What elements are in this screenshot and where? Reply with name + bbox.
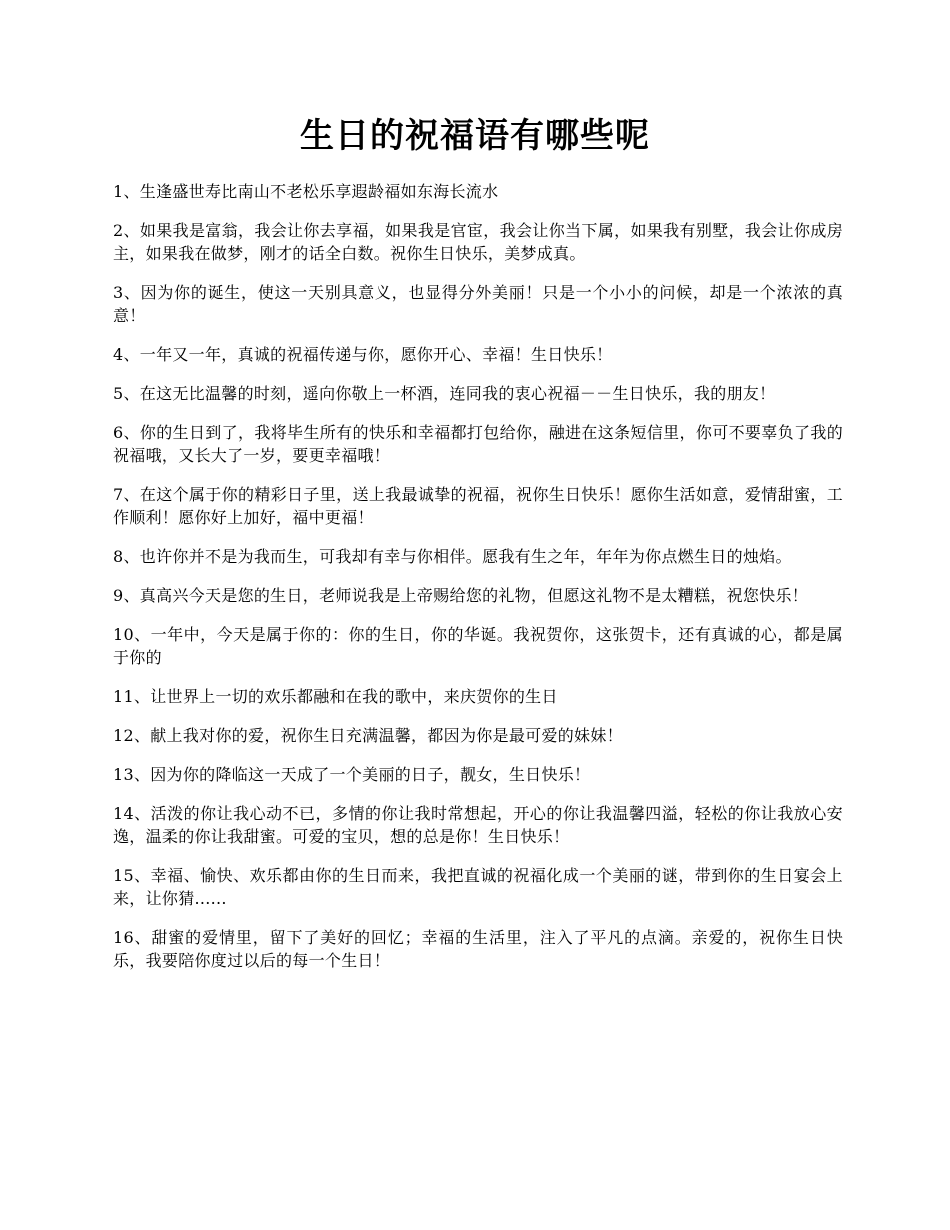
paragraph: 5、在这无比温馨的时刻，遥向你敬上一杯酒，连同我的衷心祝福－－生日快乐，我的朋友！ xyxy=(113,384,776,403)
paragraph: 6、你的生日到了，我将毕生所有的快乐和幸福都打包给你，融进在这条短信里，你可不要辜负了我的祝福哦，又长大了一岁，要更幸福哦！ xyxy=(113,423,843,465)
paragraph: 15、幸福、愉快、欢乐都由你的生日而来，我把直诚的祝福化成一个美丽的谜，带到你的生日宴会上来，让你猜...... xyxy=(113,866,843,908)
paragraph: 11、让世界上一切的欢乐都融和在我的歌中，来庆贺你的生日 xyxy=(113,687,558,706)
paragraph: 13、因为你的降临这一天成了一个美丽的日子，靓女，生日快乐！ xyxy=(113,765,591,784)
paragraph: 10、一年中，今天是属于你的：你的生日，你的华诞。我祝贺你，这张贺卡，还有真诚的心，都是属于你的 xyxy=(113,625,843,667)
paragraph: 16、甜蜜的爱情里，留下了美好的回忆；幸福的生活里，注入了平凡的点滴。亲爱的，祝你生日快乐，我要陪你度过以后的每一个生日！ xyxy=(113,928,843,970)
document-body xyxy=(113,180,843,988)
paragraph: 4、一年又一年，真诚的祝福传递与你，愿你开心、幸福！生日快乐！ xyxy=(113,345,613,364)
paragraph: 1、生逢盛世寿比南山不老松乐享遐龄福如东海长流水 xyxy=(113,182,499,201)
paragraph: 3、因为你的诞生，使这一天别具意义，也显得分外美丽！只是一个小小的问候，却是一个浓浓的真意！ xyxy=(113,283,843,325)
document-title: 生日的祝福语有哪些呢 xyxy=(300,116,650,156)
paragraph: 12、献上我对你的爱，祝你生日充满温馨，都因为你是最可爱的妹妹！ xyxy=(113,726,623,745)
paragraph: 2、如果我是富翁，我会让你去享福，如果我是官宦，我会让你当下属，如果我有别墅，我会让你成房主，如果我在做梦，刚才的话全白数。祝你生日快乐，美梦成真。 xyxy=(113,221,843,263)
paragraph: 8、也许你并不是为我而生，可我却有幸与你相伴。愿我有生之年，年年为你点燃生日的烛焰。 xyxy=(113,547,792,566)
paragraph: 14、活泼的你让我心动不已，多情的你让我时常想起，开心的你让我温馨四溢，轻松的你让我放心安逸，温柔的你让我甜蜜。可爱的宝贝，想的总是你！生日快乐！ xyxy=(113,804,843,846)
paragraph: 7、在这个属于你的精彩日子里，送上我最诚挚的祝福，祝你生日快乐！愿你生活如意，爱情甜蜜，工作顺利！愿你好上加好，福中更福！ xyxy=(113,485,843,527)
paragraph: 9、真高兴今天是您的生日，老师说我是上帝赐给您的礼物，但愿这礼物不是太糟糕，祝您快乐！ xyxy=(113,586,809,605)
